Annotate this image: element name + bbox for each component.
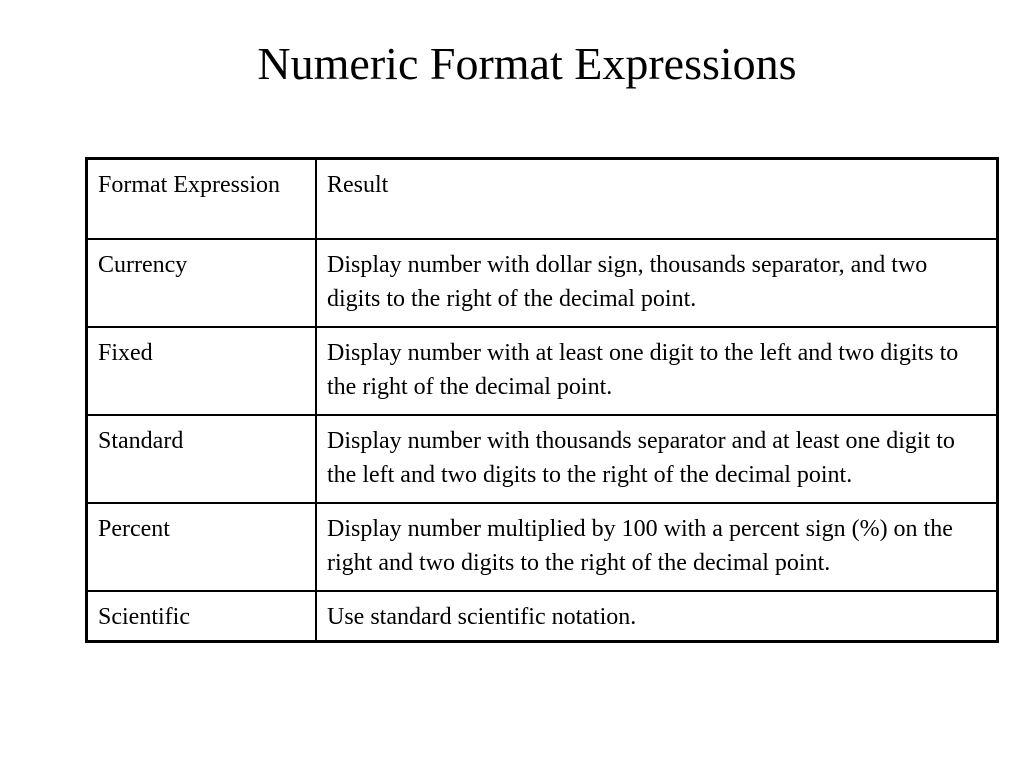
format-cell: Percent bbox=[87, 503, 317, 591]
slide-title: Numeric Format Expressions bbox=[257, 38, 797, 89]
format-cell: Scientific bbox=[87, 591, 317, 642]
table-header-row bbox=[87, 159, 998, 240]
result-cell: Use standard scientific notation. bbox=[316, 591, 998, 642]
result-cell: Display number multiplied by 100 with a percent sign (%) on the right and two digits to the right of the decimal point. bbox=[316, 503, 998, 591]
table-row-currency bbox=[87, 239, 998, 327]
result-cell: Display number with dollar sign, thousands separator, and two digits to the right of the decimal point. bbox=[316, 239, 998, 327]
format-expressions-table bbox=[85, 157, 999, 643]
table-row-standard bbox=[87, 415, 998, 503]
result-cell: Display number with at least one digit to the left and two digits to the right of the decimal point. bbox=[316, 327, 998, 415]
header-result: Result bbox=[316, 159, 998, 240]
format-cell: Currency bbox=[87, 239, 317, 327]
format-cell: Standard bbox=[87, 415, 317, 503]
table-row-scientific bbox=[87, 591, 998, 642]
format-cell: Fixed bbox=[87, 327, 317, 415]
table-row-fixed bbox=[87, 327, 998, 415]
table-row-percent bbox=[87, 503, 998, 591]
header-format-expression: Format Expression bbox=[87, 159, 317, 240]
result-cell: Display number with thousands separator and at least one digit to the left and two digits to the right of the decimal point. bbox=[316, 415, 998, 503]
